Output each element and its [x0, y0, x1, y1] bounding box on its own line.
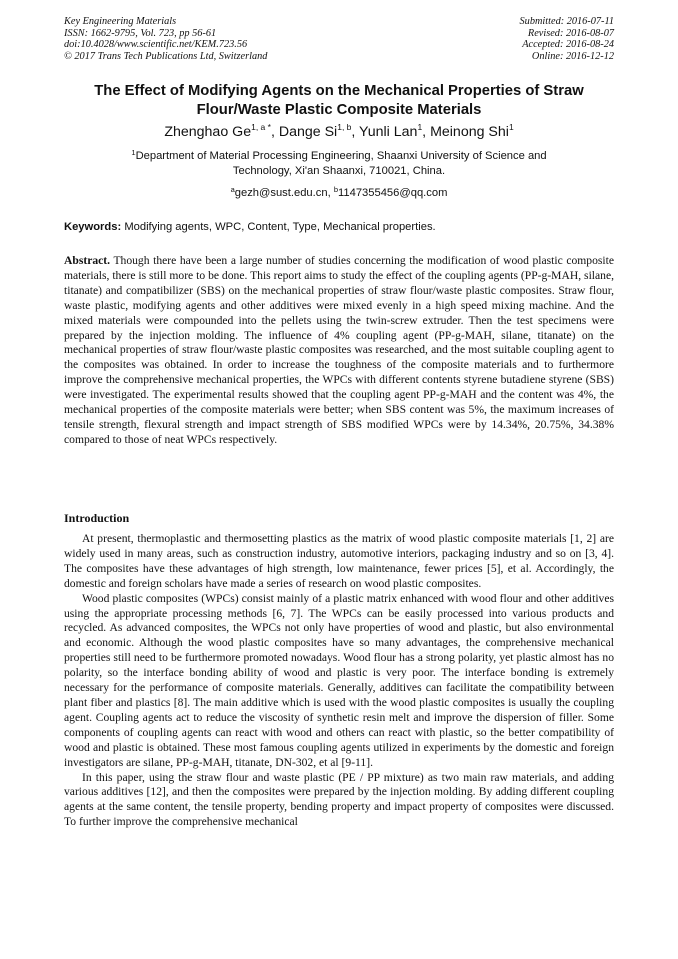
- section-heading-introduction: Introduction: [64, 511, 130, 525]
- affiliation-line: Department of Material Processing Engineering, Shaanxi University of Science and: [135, 150, 547, 162]
- author-name: Yunli Lan: [359, 124, 418, 140]
- author-name: Dange Si: [278, 124, 338, 140]
- paragraph: At present, thermoplastic and thermosetting plastics as the matrix of wood plastic composite materials [1, 2] are widely used in many areas, such as construction industry, automotive interiors, packaging industry and so on [3, 4]. The composites have these advantages of high strength, low maintenance, fewer prices [5], et al. Accordingly, the domestic and foreign scholars have made a series of research on wood plastic composites.: [64, 532, 614, 590]
- introduction-body: [64, 532, 614, 830]
- email-link[interactable]: 1147355456@qq.com: [337, 187, 448, 199]
- author-name: Zhenghao Ge: [164, 124, 252, 140]
- author-affil-mark: 1: [508, 122, 514, 132]
- keywords: [64, 220, 614, 234]
- email-list: [64, 186, 614, 200]
- affiliation-line: Technology, Xi'an Shaanxi, 710021, China.: [232, 165, 446, 177]
- paper-title: [64, 82, 614, 119]
- affiliation: [94, 149, 584, 179]
- title-line: The Effect of Modifying Agents on the Mechanical Properties of Straw: [94, 83, 584, 99]
- abstract-text: Though there have been a large number of studies concerning the modification of wood plastic composite materials, there is still more to be done. This report aims to study the effect of the coupling agents (PP-g-MAH, silane, titanate) and compatibilizer (SBS) on the mechanical properties of straw flour/waste plastic composites. Straw flour, waste plastic, modifying agents and other additives were mixed evenly in a high speed mixing machine. And the mixed materials were compounded into the pellets using the twin-screw extruder. Then the test specimens were prepared by the injection molding. The influence of 4% coupling agent (PP-g-MAH, silane, titanate) on the mechanical properties of straw flour/waste plastic composites was researched, and the most suitable coupling agent to the composites was obtained. In order to increase the toughness of the composite materials and to furthermore improve the comprehensive mechanical properties, the WPCs with different contents styrene butadiene styrene (SBS) were investigated. The experimental results showed that the coupling agent PP-g-MAH and the content was 4%, the mechanical properties of the composite materials were better; when SBS content was 5%, the maximum increases of tensile strength, flexural strength and impact strength of SBS modified WPCs were by 14.34%, 20.75%, 34.38% compared to those of neat WPCs respectively.: [64, 254, 614, 446]
- author-list: Zhenghao $Ge^{1, a *}$, Dange Si$^{1, b}$, Yunli Lan$^1$, Meinong Shi$^1$: [164, 122, 514, 140]
- email-mark: b: [333, 185, 338, 194]
- email-link[interactable]: gezh@sust.edu.cn,: [234, 187, 331, 199]
- title-line: Flour/Waste Plastic Composite Materials: [196, 101, 482, 118]
- abstract: [64, 254, 614, 448]
- author-affil-mark: 1, a *: [251, 122, 271, 132]
- affiliation-mark: 1: [131, 148, 136, 157]
- author-affil-mark: 1, b: [337, 122, 352, 132]
- dates-header: [520, 16, 614, 62]
- abstract-label: Abstract.: [64, 254, 111, 267]
- paragraph: Wood plastic composites (WPCs) consist mainly of a plastic matrix enhanced with wood flour and other additives using the appropriate processing methods [6, 7]. The WPCs can be easily processed into various products and recycled. As advanced composites, the WPCs not only have properties of wood and plastic, but also environmental and economic. Although the wood plastic composites have so many advantages, the comprehensive mechanical properties still need to be furthermore promoted nowadays. Wood flour has a strong polarity, yet plastic almost has no polarity, so the interface bonding ability of wood and plastic is very poor. The interface bonding is extremely necessary for the performance of composite materials. Generally, additives can facilitate the compatibility between plant fiber and plastics [8]. The main additive which is used with the wood plastic composites is usually the coupling agent. Coupling agents act to reduce the viscosity of synthetic resin melt and improve the dispersion of filler. Some components of coupling agents can react with wood and others can react with plastic, so the better compatibility of wood and plastic is obtained. These most famous coupling agents utilized in experiments by the domestic and foreign investigators are silane, PP-g-MAH, titanate, DN-302, et al [9-11].: [64, 591, 614, 769]
- revised-date: Revised: 2016-08-07: [527, 27, 614, 39]
- keywords-label: Keywords:: [64, 221, 122, 233]
- online-date: Online: 2016-12-12: [531, 50, 614, 62]
- author-name: Meinong Shi: [430, 124, 509, 140]
- accepted-date: Accepted: 2016-08-24: [522, 39, 614, 51]
- issn-line: ISSN: 1662-9795, Vol. 723, pp 56-61: [64, 27, 217, 39]
- journal-name: Key Engineering Materials: [64, 16, 177, 27]
- email-mark: a: [230, 185, 235, 194]
- keywords-text: Modifying agents, WPC, Content, Type, Mechanical properties.: [124, 221, 436, 233]
- journal-header: [64, 16, 267, 62]
- paragraph: In this paper, using the straw flour and waste plastic (PE / PP mixture) as two main raw materials, and adding various additives [12], and then the composites were prepared by the injection molding. By adding different coupling agents at the same content, the tensile property, bending property and impact property of composites were discussed. To further improve the comprehensive mechanical: [64, 770, 614, 829]
- doi-line: doi:10.4028/www.scientific.net/KEM.723.56: [64, 39, 248, 51]
- author-affil-mark: 1: [417, 122, 423, 132]
- copyright-line: © 2017 Trans Tech Publications Ltd, Switzerland: [64, 50, 268, 62]
- submitted-date: Submitted: 2016-07-11: [519, 16, 614, 27]
